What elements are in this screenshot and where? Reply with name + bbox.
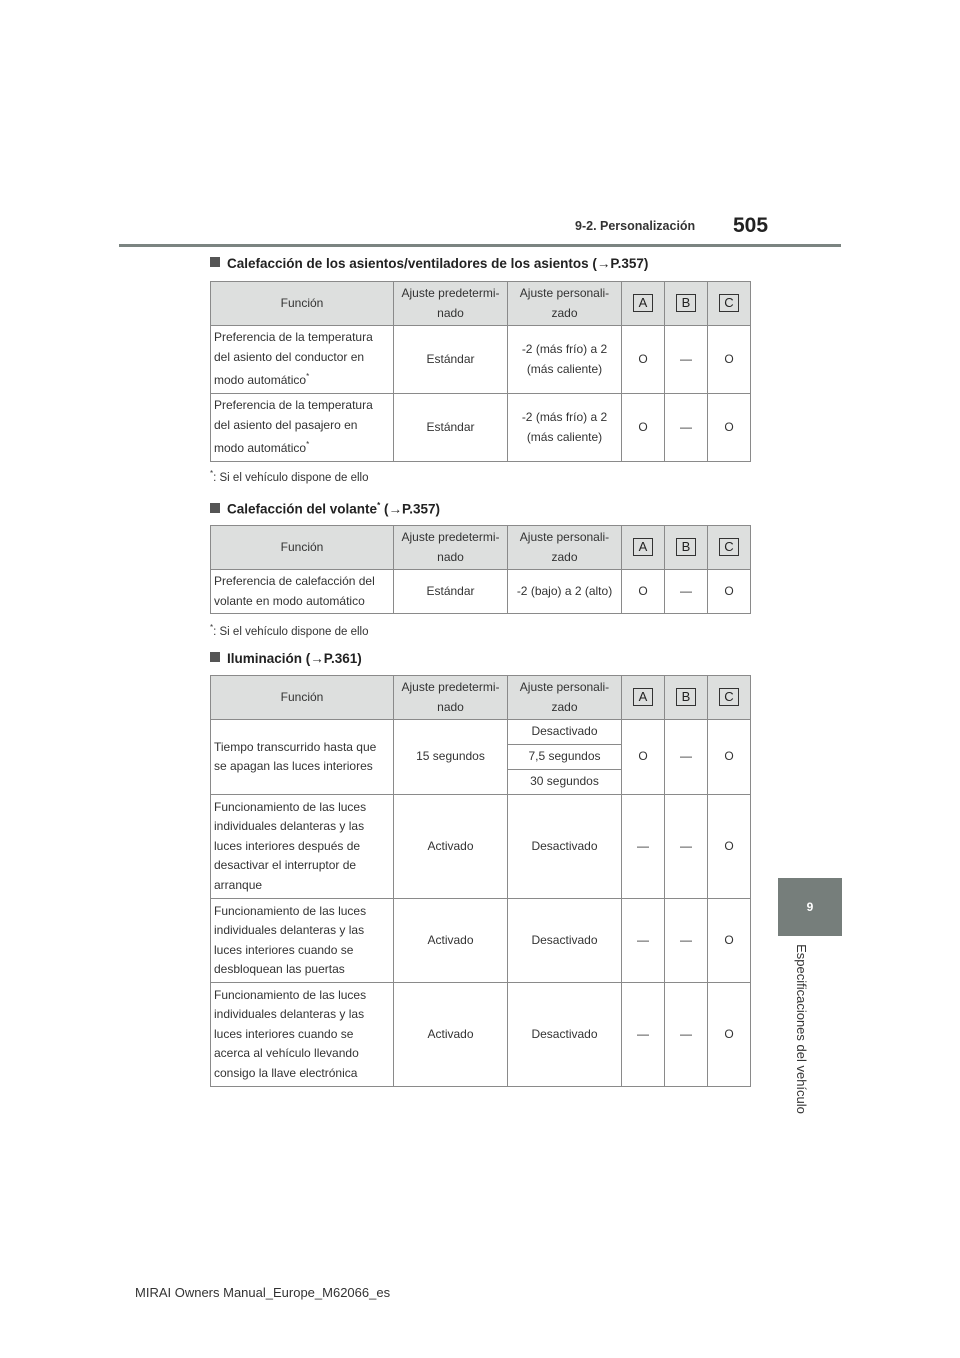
footer-manual-id: MIRAI Owners Manual_Europe_M62066_es <box>135 1285 391 1300</box>
col-header-a: A <box>622 526 665 570</box>
bullet-square-icon <box>210 503 220 513</box>
col-header-a: A <box>622 282 665 326</box>
section-title-lighting: Iluminación (→P.361) <box>210 651 362 666</box>
default-cell: Estándar <box>394 326 508 394</box>
footnote: *: Si el vehículo dispone de ello <box>210 469 369 484</box>
function-cell: Tiempo transcurrido hasta que se apagan las luces interiores <box>211 720 394 795</box>
custom-option-cell: Desactivado <box>508 720 622 745</box>
c-cell: O <box>708 394 751 462</box>
a-cell: O <box>622 326 665 394</box>
function-cell: Preferencia de la temperatura del asiento del pasajero en modo automático* <box>211 394 394 462</box>
page-number: 505 <box>733 214 769 237</box>
default-cell: Estándar <box>394 570 508 614</box>
custom-cell: Desactivado <box>508 795 622 899</box>
a-cell: — <box>622 899 665 983</box>
col-header-custom: Ajuste personali- zado <box>508 526 622 570</box>
col-header-default: Ajuste predetermi- nado <box>394 676 508 720</box>
section-title-seats: Calefacción de los asientos/ventiladores de los asientos (→P.357) <box>210 256 648 271</box>
c-cell: O <box>708 570 751 614</box>
a-cell: O <box>622 570 665 614</box>
c-cell: O <box>708 795 751 899</box>
c-cell: O <box>708 720 751 795</box>
section-header: 9-2. Personalización <box>575 219 696 233</box>
col-header-default: Ajuste predetermi- nado <box>394 526 508 570</box>
c-cell: O <box>708 326 751 394</box>
col-header-a: A <box>622 676 665 720</box>
col-header-default: Ajuste predetermi- nado <box>394 282 508 326</box>
b-cell: — <box>665 326 708 394</box>
custom-option-cell: 7,5 segundos <box>508 745 622 770</box>
a-cell: O <box>622 720 665 795</box>
function-cell: Preferencia de la temperatura del asiento del conductor en modo automático* <box>211 326 394 394</box>
function-cell: Funcionamiento de las luces individuales delanteras y las luces interiores cuando se desbloquean las puertas <box>211 899 394 983</box>
a-cell: O <box>622 394 665 462</box>
col-header-b: B <box>665 676 708 720</box>
section-title-wheel: Calefacción del volante* (→P.357) <box>210 501 440 517</box>
col-header-b: B <box>665 526 708 570</box>
default-cell: Estándar <box>394 394 508 462</box>
b-cell: — <box>665 983 708 1087</box>
table-row <box>211 394 751 462</box>
wheel-table <box>210 525 751 614</box>
custom-cell: -2 (más frío) a 2 (más caliente) <box>508 326 622 394</box>
c-cell: O <box>708 983 751 1087</box>
b-cell: — <box>665 720 708 795</box>
table-row <box>211 795 751 899</box>
col-header-b: B <box>665 282 708 326</box>
table-header-row <box>211 282 751 326</box>
footnote: *: Si el vehículo dispone de ello <box>210 623 369 638</box>
table-row <box>211 983 751 1087</box>
bullet-square-icon <box>210 257 220 267</box>
col-header-custom: Ajuste personali- zado <box>508 282 622 326</box>
function-cell: Funcionamiento de las luces individuales delanteras y las luces interiores después de desactivar el interruptor de arranque <box>211 795 394 899</box>
function-cell: Funcionamiento de las luces individuales delanteras y las luces interiores cuando se acerca al vehículo llevando consigo la llave electrónica <box>211 983 394 1087</box>
b-cell: — <box>665 394 708 462</box>
default-cell: Activado <box>394 795 508 899</box>
col-header-function: Función <box>211 282 394 326</box>
table-row <box>211 899 751 983</box>
lighting-table <box>210 675 751 1087</box>
table-row <box>211 720 751 745</box>
default-cell: 15 segundos <box>394 720 508 795</box>
function-cell: Preferencia de calefacción del volante en modo automático <box>211 570 394 614</box>
a-cell: — <box>622 983 665 1087</box>
b-cell: — <box>665 899 708 983</box>
chapter-label: Especificaciones del vehículo <box>794 944 809 1114</box>
b-cell: — <box>665 795 708 899</box>
col-header-c: C <box>708 676 751 720</box>
custom-option-cell: 30 segundos <box>508 770 622 795</box>
custom-cell: Desactivado <box>508 983 622 1087</box>
col-header-custom: Ajuste personali- zado <box>508 676 622 720</box>
custom-cell: Desactivado <box>508 899 622 983</box>
col-header-function: Función <box>211 526 394 570</box>
table-row <box>211 326 751 394</box>
chapter-tab: 9 <box>778 878 842 936</box>
a-cell: — <box>622 795 665 899</box>
col-header-c: C <box>708 526 751 570</box>
header-rule <box>119 244 841 247</box>
seats-table <box>210 281 751 462</box>
bullet-square-icon <box>210 652 220 662</box>
col-header-function: Función <box>211 676 394 720</box>
custom-cell: -2 (más frío) a 2 (más caliente) <box>508 394 622 462</box>
table-header-row <box>211 526 751 570</box>
default-cell: Activado <box>394 983 508 1087</box>
default-cell: Activado <box>394 899 508 983</box>
table-header-row <box>211 676 751 720</box>
custom-cell: -2 (bajo) a 2 (alto) <box>508 570 622 614</box>
b-cell: — <box>665 570 708 614</box>
col-header-c: C <box>708 282 751 326</box>
c-cell: O <box>708 899 751 983</box>
table-row <box>211 570 751 614</box>
